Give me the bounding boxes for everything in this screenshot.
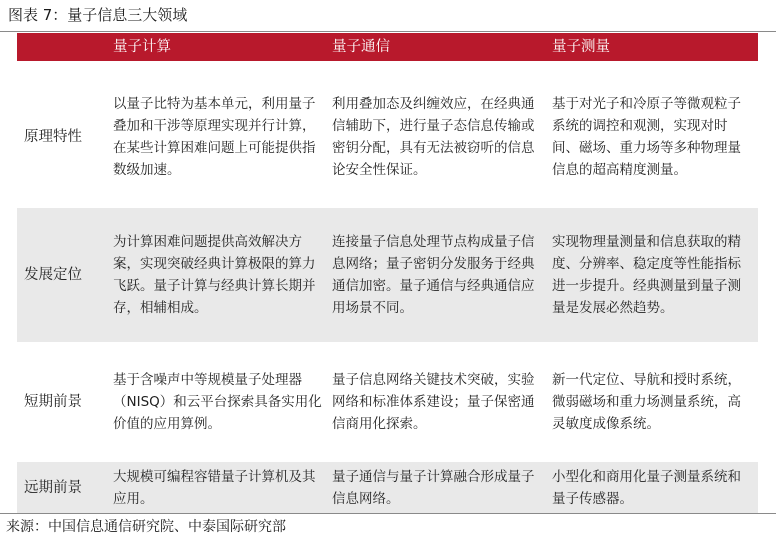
table-cell: 实现物理量测量和信息获取的精度、分辨率、稳定度等性能指标进一步提升。经典测量到量子测量是发展必然趋势。	[552, 234, 741, 316]
table-cell: 量子通信与量子计算融合形成量子信息网络。	[332, 468, 535, 507]
table-cell: 大规模可编程容错量子计算机及其应用。	[113, 468, 316, 507]
row-label: 发展定位	[24, 267, 82, 283]
table-header-row	[17, 33, 758, 61]
quantum-fields-table	[17, 33, 758, 516]
table-cell: 基于对光子和冷原子等微观粒子系统的调控和观测，实现对时间、磁场、重力场等多种物理量信息的超高精度测量。	[552, 96, 741, 178]
row-label: 短期前景	[24, 394, 82, 410]
table-cell: 为计算困难问题提供高效解决方案，实现突破经典计算极限的算力飞跃。量子计算与经典计算长期并存，相辅相成。	[113, 234, 316, 316]
table-row-positioning	[17, 208, 758, 345]
table-cell: 连接量子信息处理节点构成量子信息网络；量子密钥分发服务于经典通信加密。量子通信与经典通信应用场景不同。	[332, 234, 535, 316]
table-row-long-term	[17, 462, 758, 516]
table-row-principles	[17, 69, 758, 208]
table-cell: 新一代定位、导航和授时系统，微弱磁场和重力场测量系统，高灵敏度成像系统。	[552, 372, 741, 432]
table-cell: 利用叠加态及纠缠效应，在经典通信辅助下，进行量子态信息传输或密钥分配，具有无法被窃听的信息论安全性保证。	[332, 96, 535, 178]
table-cell: 小型化和商用化量子测量系统和量子传感器。	[552, 468, 741, 507]
table-cell: 基于含噪声中等规模量子处理器（NISQ）和云平台探索具备实用化价值的应用算例。	[113, 372, 322, 432]
source-note: 来源：中国信息通信研究院、中泰国际研究部	[6, 519, 286, 535]
footer-divider	[0, 513, 776, 514]
row-label: 原理特性	[24, 129, 82, 145]
table-cell: 量子信息网络关键技术突破，实验网络和标准体系建设；量子保密通信商用化探索。	[332, 372, 535, 432]
table-row-short-term	[17, 345, 758, 462]
table-cell: 以量子比特为基本单元，利用量子叠加和干涉等原理实现并行计算，在某些计算困难问题上可能提供指数级加速。	[113, 96, 316, 178]
header-corner	[17, 33, 113, 61]
row-label: 远期前景	[24, 479, 82, 496]
header-quantum-measurement: 量子测量	[552, 39, 610, 55]
header-quantum-communication: 量子通信	[332, 39, 390, 55]
header-quantum-computing: 量子计算	[113, 39, 171, 55]
figure-caption: 图表 7：量子信息三大领域	[0, 0, 776, 32]
